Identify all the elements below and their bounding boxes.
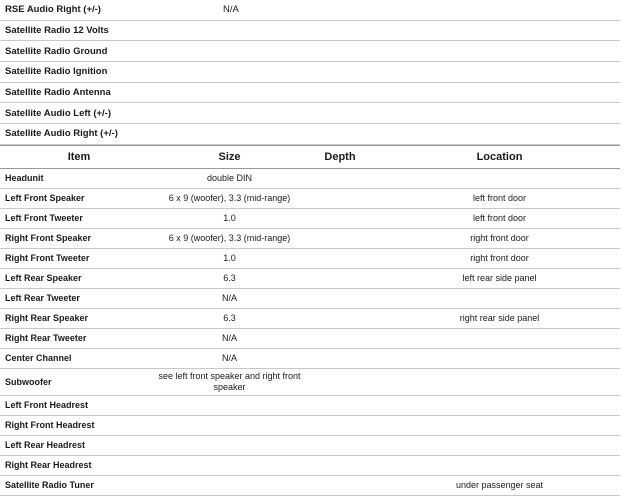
table-row — [0, 328, 620, 348]
table-row — [0, 82, 620, 103]
table-row — [0, 415, 620, 435]
wire-label: Satellite Radio 12 Volts — [0, 20, 223, 41]
depth-cell — [301, 395, 379, 415]
size-cell — [158, 455, 301, 475]
table-row — [0, 188, 620, 208]
depth-cell — [301, 168, 379, 188]
item-cell: Right Front Speaker — [0, 228, 158, 248]
item-cell: Center Channel — [0, 348, 158, 368]
table-row — [0, 208, 620, 228]
column-header-location: Location — [379, 145, 620, 168]
column-header-depth: Depth — [301, 145, 379, 168]
size-cell — [158, 475, 301, 495]
depth-cell — [301, 188, 379, 208]
size-cell: N/A — [158, 348, 301, 368]
wire-label: Satellite Radio Ignition — [0, 62, 223, 83]
table-row — [0, 103, 620, 124]
size-cell: 6 x 9 (woofer), 3.3 (mid-range) — [158, 228, 301, 248]
wire-value — [223, 62, 620, 83]
location-cell — [379, 435, 620, 455]
table-row — [0, 248, 620, 268]
location-cell — [379, 395, 620, 415]
item-cell: Left Rear Speaker — [0, 268, 158, 288]
size-cell — [158, 435, 301, 455]
table-row — [0, 268, 620, 288]
size-cell: N/A — [158, 328, 301, 348]
location-cell — [379, 348, 620, 368]
table-row — [0, 228, 620, 248]
size-cell: 1.0 — [158, 248, 301, 268]
item-cell: Right Rear Tweeter — [0, 328, 158, 348]
wiring-table — [0, 0, 620, 145]
wire-value — [223, 124, 620, 145]
size-cell: double DIN — [158, 168, 301, 188]
size-cell: N/A — [158, 288, 301, 308]
speaker-specs-table — [0, 145, 620, 496]
table-row — [0, 368, 620, 395]
item-cell: Left Rear Tweeter — [0, 288, 158, 308]
column-header-size: Size — [158, 145, 301, 168]
depth-cell — [301, 435, 379, 455]
depth-cell — [301, 348, 379, 368]
item-cell: Right Front Headrest — [0, 415, 158, 435]
depth-cell — [301, 208, 379, 228]
size-cell: 1.0 — [158, 208, 301, 228]
wire-value — [223, 103, 620, 124]
location-cell: under passenger seat — [379, 475, 620, 495]
table-row — [0, 0, 620, 20]
depth-cell — [301, 288, 379, 308]
item-cell: Subwoofer — [0, 368, 158, 395]
wire-label: Satellite Audio Left (+/-) — [0, 103, 223, 124]
depth-cell — [301, 228, 379, 248]
item-cell: Right Rear Speaker — [0, 308, 158, 328]
wire-label: RSE Audio Right (+/-) — [0, 0, 223, 20]
item-cell: Headunit — [0, 168, 158, 188]
table-row — [0, 288, 620, 308]
location-cell: left front door — [379, 188, 620, 208]
size-cell — [158, 415, 301, 435]
table-row — [0, 308, 620, 328]
wire-value — [223, 20, 620, 41]
item-cell: Satellite Radio Tuner — [0, 475, 158, 495]
depth-cell — [301, 455, 379, 475]
depth-cell — [301, 268, 379, 288]
item-cell: Left Front Headrest — [0, 395, 158, 415]
location-cell: left rear side panel — [379, 268, 620, 288]
size-cell: 6.3 — [158, 268, 301, 288]
depth-cell — [301, 248, 379, 268]
item-cell: Left Rear Headrest — [0, 435, 158, 455]
table-row — [0, 124, 620, 145]
table-row — [0, 455, 620, 475]
table-row — [0, 435, 620, 455]
depth-cell — [301, 328, 379, 348]
location-cell — [379, 168, 620, 188]
size-cell — [158, 395, 301, 415]
location-cell — [379, 455, 620, 475]
location-cell: left front door — [379, 208, 620, 228]
table-row — [0, 475, 620, 495]
location-cell — [379, 288, 620, 308]
table-row — [0, 41, 620, 62]
depth-cell — [301, 308, 379, 328]
depth-cell — [301, 415, 379, 435]
size-cell: 6 x 9 (woofer), 3.3 (mid-range) — [158, 188, 301, 208]
size-cell: 6.3 — [158, 308, 301, 328]
location-cell — [379, 328, 620, 348]
item-cell: Right Rear Headrest — [0, 455, 158, 475]
item-cell: Left Front Tweeter — [0, 208, 158, 228]
item-cell: Left Front Speaker — [0, 188, 158, 208]
table-row — [0, 20, 620, 41]
wire-label: Satellite Radio Antenna — [0, 82, 223, 103]
column-header-item: Item — [0, 145, 158, 168]
table-row — [0, 348, 620, 368]
wire-label: Satellite Audio Right (+/-) — [0, 124, 223, 145]
wire-value — [223, 82, 620, 103]
table-row — [0, 395, 620, 415]
header-row — [0, 145, 620, 168]
location-cell — [379, 368, 620, 395]
location-cell: right front door — [379, 248, 620, 268]
location-cell: right rear side panel — [379, 308, 620, 328]
wire-label: Satellite Radio Ground — [0, 41, 223, 62]
location-cell: right front door — [379, 228, 620, 248]
table-row — [0, 62, 620, 83]
wire-value: N/A — [223, 0, 620, 20]
depth-cell — [301, 475, 379, 495]
wire-value — [223, 41, 620, 62]
location-cell — [379, 415, 620, 435]
table-row — [0, 168, 620, 188]
item-cell: Right Front Tweeter — [0, 248, 158, 268]
depth-cell — [301, 368, 379, 395]
size-cell: see left front speaker and right front speaker — [158, 368, 301, 395]
